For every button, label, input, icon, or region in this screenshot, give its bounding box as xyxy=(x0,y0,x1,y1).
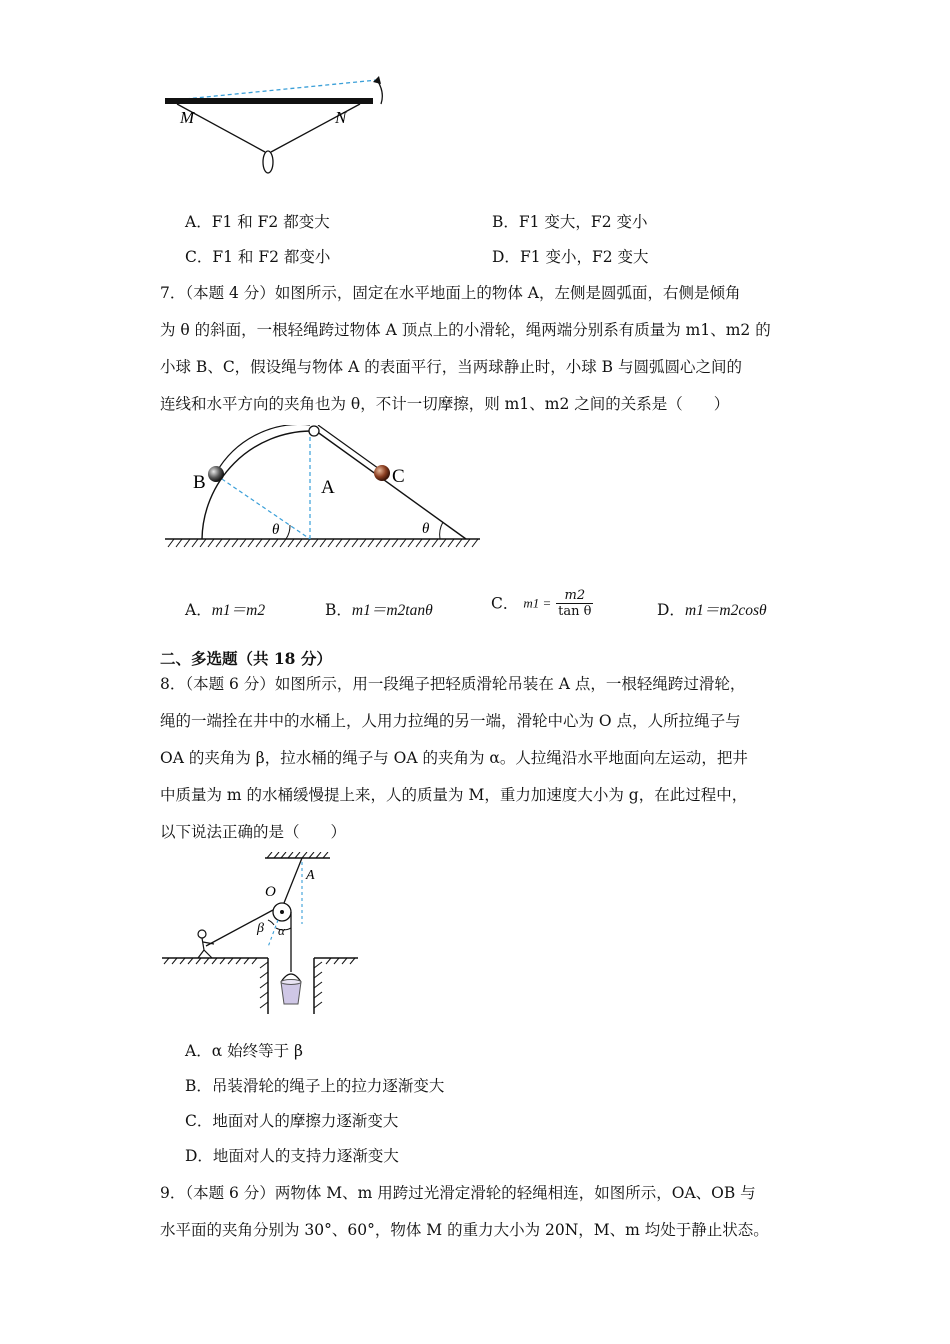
q7-option-a-text: m1＝m2 xyxy=(211,602,266,619)
q7-option-d-text: m1＝m2cosθ xyxy=(684,602,767,619)
figure-q6-rod xyxy=(165,98,373,104)
q7-option-d[interactable] xyxy=(657,600,767,621)
figure-q7-ball-c xyxy=(374,465,390,481)
q6-option-d[interactable] xyxy=(492,247,649,267)
figure-q8-ceiling-hatch xyxy=(267,852,328,858)
q7-option-c-label: C． xyxy=(491,594,519,613)
q8-option-d[interactable]: D．地面对人的支持力逐渐变大 xyxy=(185,1147,399,1165)
figure-q8-person xyxy=(198,930,214,958)
figure-q7-label-b: B xyxy=(193,472,206,493)
q9-line-1: 9．（本题 6 分）两物体 M、m 用跨过光滑定滑轮的轻绳相连，如图所示，OA、OB 与 xyxy=(160,1184,756,1202)
q7-line-3: 小球 B、C，假设绳与物体 A 的表面平行，当两球静止时，小球 B 与圆弧圆心之间的 xyxy=(160,358,742,376)
q8-line-2: 绳的一端拴在井中的水桶上，人用力拉绳的另一端，滑轮中心为 O 点，人所拉绳子与 xyxy=(160,712,741,730)
q7-line-1: 7．（本题 4 分）如图所示，固定在水平地面上的物体 A，左侧是圆弧面，右侧是倾角 xyxy=(160,284,741,302)
q6-option-b[interactable] xyxy=(492,212,647,232)
q7-option-a[interactable] xyxy=(185,600,265,621)
q7-option-c-numerator: m2 xyxy=(556,588,593,604)
q7-option-c-denominator: tan θ xyxy=(558,604,592,619)
q7-line-4: 连线和水平方向的夹角也为 θ，不计一切摩擦，则 m1、m2 之间的关系是（ ） xyxy=(160,395,730,413)
q7-option-c-lhs: m1 = xyxy=(523,595,552,611)
q6-option-a-label: A． xyxy=(185,213,212,231)
q7-line-2: 为 θ 的斜面，一根轻绳跨过物体 A 顶点上的小滑轮，绳两端分别系有质量为 m1、m2 的 xyxy=(160,321,771,339)
q7-option-c[interactable] xyxy=(491,588,593,619)
q9-line-2: 水平面的夹角分别为 30°、60°，物体 M 的重力大小为 20N，M、m 均处于静止状态。 xyxy=(160,1221,769,1239)
figure-q7-angle-arc-left xyxy=(286,525,290,539)
q7-option-a-label: A． xyxy=(185,601,212,619)
figure-q8-hang-rope xyxy=(282,858,302,908)
q7-option-c-fraction xyxy=(556,588,593,619)
q8-line-1: 8．（本题 6 分）如图所示，用一段绳子把轻质滑轮吊装在 A 点，一根轻绳跨过滑轮， xyxy=(160,675,746,693)
q7-option-b-text: m1＝m2tanθ xyxy=(351,602,433,619)
q8-line-5: 以下说法正确的是（ ） xyxy=(160,823,347,841)
q7-option-b-label: B． xyxy=(325,601,352,619)
figure-q8-bucket xyxy=(281,982,301,1004)
q8-option-c[interactable]: C．地面对人的摩擦力逐渐变大 xyxy=(185,1112,399,1130)
q6-option-c[interactable] xyxy=(185,247,330,267)
q6-option-a[interactable] xyxy=(185,212,330,232)
figure-q6 xyxy=(155,70,400,185)
figure-q8-label-beta: β xyxy=(257,921,264,936)
figure-q8-label-a: A xyxy=(306,868,315,883)
q6-option-d-label: D． xyxy=(492,248,520,266)
q8-option-b[interactable]: B．吊装滑轮的绳子上的拉力逐渐变大 xyxy=(185,1077,445,1095)
section-2-title: 二、多选题（共 18 分） xyxy=(160,649,332,668)
q6-option-b-text: F1 变大，F2 变小 xyxy=(518,213,648,231)
figure-q7-incline xyxy=(316,431,466,539)
q6-option-c-text: F1 和 F2 都变小 xyxy=(212,248,331,266)
figure-q7 xyxy=(160,425,485,555)
q6-option-c-label: C． xyxy=(185,248,213,266)
figure-q6-label-n: N xyxy=(335,108,347,127)
figure-q8-label-o: O xyxy=(265,884,276,900)
figure-q6-rope-right xyxy=(271,104,360,152)
figure-q7-label-theta-left: θ xyxy=(272,522,280,538)
q6-option-d-text: F1 变小，F2 变大 xyxy=(519,248,649,266)
figure-q7-rope-incline xyxy=(318,425,382,471)
figure-q7-label-c: C xyxy=(392,466,405,487)
figure-q7-label-theta-right: θ xyxy=(422,521,430,537)
figure-q7-pulley xyxy=(309,426,319,436)
q8-option-a[interactable]: A．α 始终等于 β xyxy=(185,1042,303,1060)
q7-option-d-label: D． xyxy=(657,601,685,619)
figure-q7-dashed-radius xyxy=(216,475,310,539)
figure-q7-label-a: A xyxy=(321,477,335,498)
figure-q8 xyxy=(160,852,360,1017)
figure-q7-arc-surface xyxy=(202,431,310,539)
figure-q6-dashed-line xyxy=(165,80,377,101)
figure-q7-ground-hatch xyxy=(168,539,478,547)
figure-q6-ring xyxy=(263,151,273,173)
q7-option-b[interactable] xyxy=(325,600,433,621)
q6-option-b-label: B． xyxy=(492,213,519,231)
figure-q6-label-m: M xyxy=(180,108,195,127)
figure-q8-label-alpha: α xyxy=(278,923,285,938)
figure-q7-ball-b xyxy=(208,466,224,482)
q8-line-4: 中质量为 m 的水桶缓慢提上来，人的质量为 M，重力加速度大小为 g，在此过程中， xyxy=(160,786,748,804)
q6-option-a-text: F1 和 F2 都变大 xyxy=(211,213,330,231)
figure-q7-angle-arc-right xyxy=(440,522,443,539)
figure-q8-angle-beta xyxy=(268,920,274,925)
q8-line-3: OA 的夹角为 β，拉水桶的绳子与 OA 的夹角为 α。人拉绳沿水平地面向左运动，把井 xyxy=(160,749,748,767)
